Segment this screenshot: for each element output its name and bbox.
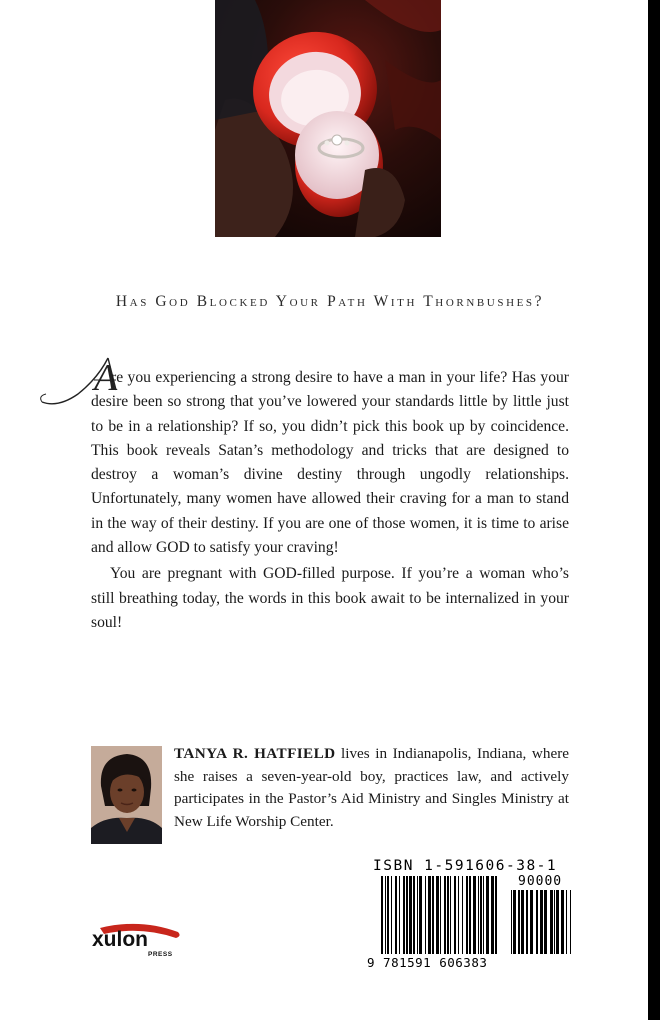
barcode-bar [536, 890, 538, 954]
barcode-bar [518, 890, 520, 954]
barcode-bar [526, 890, 528, 954]
barcode-bar [406, 876, 408, 954]
barcode-bar [409, 876, 412, 954]
barcode-bar [425, 876, 426, 954]
barcode-bar [561, 890, 564, 954]
barcode-bar [428, 876, 431, 954]
barcode-bar [403, 876, 405, 954]
ean-digits: 9 781591 606383 [367, 955, 488, 970]
barcode-bars [367, 874, 577, 956]
barcode-bar [491, 876, 494, 954]
barcode-bar [447, 876, 449, 954]
barcode-bar [486, 876, 489, 954]
isbn-label: ISBN 1-591606-38-1 [373, 858, 558, 874]
barcode-bar [436, 876, 439, 954]
barcode-bar [381, 876, 383, 954]
barcode-bar [413, 876, 415, 954]
spine-edge-bar [648, 0, 660, 1020]
barcode-bar [444, 876, 446, 954]
isbn-barcode-block [367, 858, 577, 980]
drop-cap-letter: A [94, 357, 118, 399]
description-paragraph-2: You are pregnant with GOD-filled purpose. If you’re a woman who’s still breathing today, the words in this book await to be internalized in your soul! [91, 565, 569, 631]
barcode-bar [473, 876, 476, 954]
barcode-bar [440, 876, 441, 954]
barcode-bar [483, 876, 484, 954]
barcode-bar [450, 876, 451, 954]
barcode-bar [540, 890, 543, 954]
barcode-bar [417, 876, 418, 954]
barcode-bar [530, 890, 533, 954]
barcode-bar [550, 890, 553, 954]
xulon-press-logo [90, 918, 185, 958]
barcode-bar [566, 890, 567, 954]
barcode-bar [556, 890, 559, 954]
barcode-bar [511, 890, 512, 954]
headline: Has God Blocked Your Path With Thornbushes? [115, 293, 545, 310]
author-bio [174, 743, 569, 833]
barcode-bar [395, 876, 397, 954]
barcode-bar [480, 876, 482, 954]
barcode-bar [387, 876, 389, 954]
logo-wordmark: xulon [92, 928, 148, 951]
barcode-bar [513, 890, 516, 954]
barcode-bar [495, 876, 497, 954]
barcode-bar [469, 876, 471, 954]
logo-subtext: PRESS [148, 951, 173, 958]
barcode-bar [462, 876, 463, 954]
barcode-bar [385, 876, 386, 954]
barcode-bar [466, 876, 468, 954]
description-paragraph-1: re you experiencing a strong desire to have a man in your life? Has your desire been so strong that you’ve lowered your standards little by little just to be in a relationship? If so, you didn’t pick this book up by coincidence. This book reveals Satan’s methodology and tricks that are designed to destroy a woman’s divine destiny through ungodly relationships. Unfortunately, many women have allowed their craving for a man to stand in the way of their destiny. If you are one of those women, it is time to arise and allow GOD to satisfy your craving! [91, 369, 569, 557]
barcode-bar [419, 876, 422, 954]
barcode-bar [399, 876, 400, 954]
barcode-bar [521, 890, 524, 954]
author-bio-text: lives in Indianapolis, Indiana, where she raises a seven-year-old boy, practices law, and actively participates in the Pastor’s Aid Ministry and Singles Ministry at New Life Worship Center. [174, 745, 569, 830]
ring-box-photo [215, 0, 441, 237]
author-photo [91, 746, 162, 844]
barcode-bar [454, 876, 456, 954]
barcode-bar [391, 876, 392, 954]
barcode-bar [570, 890, 571, 954]
barcode-bar [554, 890, 555, 954]
price-code: 90000 [518, 874, 563, 889]
barcode-bar [544, 890, 547, 954]
barcode-bar [458, 876, 459, 954]
barcode-bar [432, 876, 434, 954]
barcode-bar [478, 876, 479, 954]
author-name: TANYA R. HATFIELD [174, 745, 336, 762]
book-description [91, 366, 569, 635]
